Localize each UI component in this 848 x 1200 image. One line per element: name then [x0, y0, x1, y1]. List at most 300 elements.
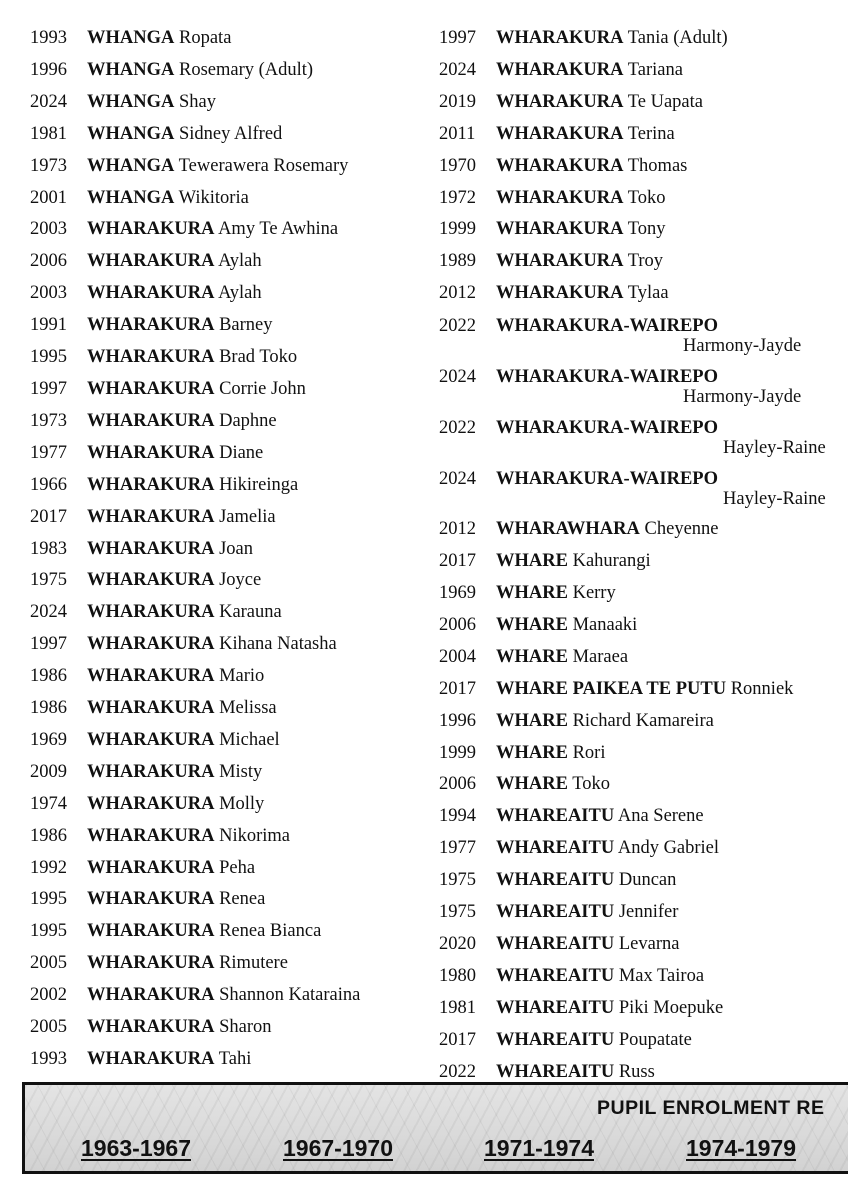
given-names: Thomas [627, 155, 688, 176]
enrolment-year: 2024 [30, 602, 67, 623]
enrolment-year: 1973 [30, 410, 67, 431]
enrolment-year: 2022 [439, 1061, 476, 1082]
register-entry [30, 948, 430, 980]
banner-title: PUPIL ENROLMENT RE [597, 1097, 825, 1119]
enrolment-year: 2017 [439, 551, 476, 572]
given-names: Renea [219, 889, 266, 910]
enrolment-year: 1997 [439, 28, 476, 48]
register-entry [30, 725, 430, 757]
register-entry [30, 693, 430, 725]
enrolment-year: 1999 [439, 219, 476, 240]
register-entry [30, 87, 430, 119]
given-names: Kahurangi [572, 551, 651, 572]
pupil-name [496, 865, 676, 897]
surname: WHAREAITU [496, 870, 615, 891]
given-names: Tewerawera Rosemary [178, 155, 349, 176]
surname: WHARAKURA [87, 1049, 215, 1069]
pupil-name [87, 246, 262, 278]
pupil-name [87, 406, 277, 438]
given-names: Kihana Natasha [219, 634, 337, 655]
surname: WHARAKURA [87, 666, 215, 687]
surname: WHARAKURA [496, 187, 624, 208]
register-entry [30, 853, 430, 885]
register-entry [439, 738, 848, 770]
surname: WHARAKURA [87, 921, 215, 942]
register-entry [439, 993, 848, 1025]
enrolment-year: 1986 [30, 825, 67, 846]
register-entry [439, 412, 848, 463]
enrolment-year: 2019 [439, 91, 476, 112]
surname: WHAREAITU [496, 1029, 615, 1050]
register-entry [439, 183, 848, 215]
enrolment-year: 2024 [439, 59, 476, 80]
enrolment-year: 1996 [439, 710, 476, 731]
given-names: Nikorima [219, 825, 290, 846]
register-entry [30, 119, 430, 151]
given-names: Peha [219, 857, 256, 878]
register-entry [439, 23, 848, 55]
surname: WHARAKURA [496, 251, 624, 272]
pupil-name [496, 214, 666, 246]
given-names: Renea Bianca [219, 921, 322, 942]
given-names: Piki Moepuke [618, 997, 724, 1018]
given-names: Shannon Kataraina [219, 985, 361, 1006]
given-names: Levarna [618, 933, 680, 954]
surname: WHANGA [87, 28, 175, 48]
register-entry [439, 55, 848, 87]
register-entry [30, 534, 430, 566]
enrolment-year: 1997 [30, 634, 67, 655]
pupil-name [496, 929, 679, 961]
register-entry [30, 1012, 430, 1044]
pupil-name [87, 310, 273, 342]
pupil-name [496, 119, 675, 151]
register-entry [439, 961, 848, 993]
enrolment-year: 2003 [30, 283, 67, 304]
given-names: Ropata [179, 28, 232, 48]
surname: WHARE PAIKEA TE PUTU [496, 678, 727, 699]
given-names: Corrie John [219, 378, 306, 399]
pupil-name [87, 374, 306, 406]
register-entry [30, 565, 430, 597]
register-entry [439, 642, 848, 674]
enrolment-year: 2002 [30, 985, 67, 1006]
surname: WHARAKURA [87, 793, 215, 814]
surname: WHANGA [87, 187, 175, 208]
surname: WHARAWHARA [496, 519, 640, 540]
given-names: Rosemary (Adult) [179, 59, 314, 80]
pupil-name [496, 151, 687, 183]
register-entry [30, 884, 430, 916]
register-entry [439, 514, 848, 546]
given-names: Harmony-Jayde [683, 387, 802, 408]
enrolment-year: 1992 [30, 857, 67, 878]
enrolment-year: 2001 [30, 187, 67, 208]
register-entry [30, 438, 430, 470]
pupil-name [496, 769, 610, 801]
given-names: Mario [219, 666, 265, 687]
given-names: Rori [572, 742, 606, 763]
enrolment-year: 1970 [439, 155, 476, 176]
surname: WHARE [496, 614, 568, 635]
register-entry [30, 597, 430, 629]
register-entry [30, 406, 430, 438]
pupil-name [496, 183, 666, 215]
surname: WHARAKURA-WAIREPO [496, 418, 718, 439]
register-entry [30, 980, 430, 1012]
surname: WHANGA [87, 59, 175, 80]
register-entry [439, 151, 848, 183]
surname: WHARAKURA [87, 315, 215, 336]
given-names: Diane [219, 442, 264, 463]
enrolment-year: 2017 [30, 506, 67, 527]
given-names: Hikireinga [219, 474, 299, 495]
surname: WHAREAITU [496, 965, 615, 986]
surname: WHARAKURA [496, 155, 624, 176]
enrolment-year: 1969 [439, 582, 476, 603]
surname: WHARAKURA [87, 283, 215, 304]
given-names: Tony [627, 219, 666, 240]
enrolment-year: 2024 [439, 469, 476, 490]
pupil-name [496, 897, 678, 929]
pupil-name [87, 757, 262, 789]
enrolment-year: 2020 [439, 933, 476, 954]
given-names: Duncan [618, 870, 677, 891]
given-names: Cheyenne [644, 519, 719, 540]
register-entry [30, 151, 430, 183]
surname: WHARE [496, 742, 568, 763]
surname: WHANGA [87, 123, 175, 144]
given-names: Tylaa [627, 283, 669, 304]
enrolment-year: 1993 [30, 28, 67, 48]
surname: WHARE [496, 774, 568, 795]
enrolment-year: 1973 [30, 155, 67, 176]
pupil-name [496, 1025, 692, 1057]
surname: WHARAKURA-WAIREPO [496, 367, 718, 388]
enrolment-year: 1977 [439, 838, 476, 859]
surname: WHARAKURA [87, 602, 215, 623]
pupil-name [87, 821, 290, 853]
surname: WHARAKURA [496, 219, 624, 240]
pupil-name [87, 565, 261, 597]
pupil-name [496, 578, 616, 610]
year-range-link[interactable]: 1963-1967 [81, 1135, 191, 1161]
given-names: Sharon [219, 1017, 272, 1038]
given-names: Max Tairoa [618, 965, 705, 986]
enrolment-year: 1975 [439, 870, 476, 891]
enrolment-year: 1995 [30, 889, 67, 910]
register-entry [439, 246, 848, 278]
given-names: Jennifer [618, 902, 679, 923]
pupil-name [496, 514, 719, 546]
given-names: Toko [627, 187, 666, 208]
surname: WHARAKURA [87, 570, 215, 591]
pupil-name [87, 214, 338, 246]
pupil-name [496, 278, 669, 310]
given-names: Troy [627, 251, 664, 272]
register-entry [30, 278, 430, 310]
given-names: Terina [627, 123, 675, 144]
year-range-link[interactable]: 1967-1970 [283, 1135, 393, 1161]
given-names: Ronniek [730, 678, 794, 699]
register-entry [30, 470, 430, 502]
surname: WHARAKURA [87, 219, 215, 240]
pupil-name [87, 789, 264, 821]
pupil-name [87, 55, 313, 87]
enrolment-year: 1969 [30, 729, 67, 750]
enrolment-year: 2006 [30, 251, 67, 272]
given-names: Tania (Adult) [627, 28, 728, 48]
pupil-name [87, 661, 264, 693]
given-names: Michael [219, 729, 280, 750]
enrolment-year: 2012 [439, 519, 476, 540]
surname: WHAREAITU [496, 902, 615, 923]
register-entry [30, 502, 430, 534]
surname: WHARAKURA-WAIREPO [496, 469, 718, 490]
surname: WHARAKURA [496, 123, 624, 144]
pupil-name [87, 597, 282, 629]
surname: WHARAKURA [87, 347, 215, 368]
register-entry [30, 214, 430, 246]
year-range-link[interactable]: 1971-1974 [484, 1135, 594, 1161]
register-entry [30, 757, 430, 789]
pupil-name [496, 418, 718, 438]
enrolment-year: 2003 [30, 219, 67, 240]
surname: WHARAKURA [87, 442, 215, 463]
register-entry [439, 463, 848, 514]
pupil-name [496, 993, 723, 1025]
surname: WHARAKURA [87, 251, 215, 272]
enrolment-year: 1966 [30, 474, 67, 495]
surname: WHARAKURA [87, 634, 215, 655]
pupil-name [496, 546, 651, 578]
enrolment-year: 1981 [439, 997, 476, 1018]
register-entry [439, 214, 848, 246]
given-names: Manaaki [572, 614, 638, 635]
surname: WHARAKURA [87, 729, 215, 750]
enrolment-year: 2005 [30, 1017, 67, 1038]
register-entry [439, 546, 848, 578]
register-entry [439, 119, 848, 151]
surname: WHANGA [87, 91, 175, 112]
pupil-name [87, 87, 216, 119]
enrolment-year: 2004 [439, 646, 476, 667]
enrolment-year: 2022 [439, 418, 476, 439]
register-entry [30, 916, 430, 948]
pupil-name [87, 151, 348, 183]
surname: WHARAKURA [496, 28, 624, 48]
surname: WHAREAITU [496, 1061, 615, 1082]
given-names: Karauna [219, 602, 282, 623]
year-range-link[interactable]: 1974-1979 [686, 1135, 796, 1161]
register-entry [439, 801, 848, 833]
pupil-name [87, 278, 262, 310]
enrolment-year: 2022 [439, 316, 476, 337]
given-names: Richard Kamareira [572, 710, 714, 731]
pupil-name [496, 23, 728, 55]
pupil-name [87, 342, 297, 374]
enrolment-year: 1986 [30, 666, 67, 687]
given-names: Joyce [219, 570, 262, 591]
register-entry [30, 629, 430, 661]
given-names: Harmony-Jayde [683, 336, 802, 357]
register-entry [439, 769, 848, 801]
register-entry [439, 87, 848, 119]
register-entry [30, 310, 430, 342]
pupil-name [87, 183, 249, 215]
pupil-name [496, 706, 714, 738]
enrolment-year: 1983 [30, 538, 67, 559]
given-names: Andy Gabriel [617, 838, 720, 859]
register-entry [30, 789, 430, 821]
pupil-name [87, 438, 263, 470]
pupil-name [87, 948, 288, 980]
enrolment-year: 1991 [30, 315, 67, 336]
given-names: Brad Toko [219, 347, 298, 368]
pupil-name [496, 55, 683, 87]
pupil-name [87, 629, 337, 661]
pupil-name [496, 610, 637, 642]
surname: WHARAKURA [87, 953, 215, 974]
register-entry [30, 342, 430, 374]
enrolment-year: 1994 [439, 806, 476, 827]
given-names: Russ [618, 1061, 655, 1082]
pupil-name [87, 853, 255, 885]
pupil-name [496, 961, 704, 993]
register-entry [439, 897, 848, 929]
given-names: Barney [219, 315, 273, 336]
register-entry [30, 661, 430, 693]
pupil-name [496, 801, 704, 833]
enrolment-banner [22, 1082, 848, 1174]
enrolment-year: 2011 [439, 123, 476, 144]
pupil-name [496, 246, 663, 278]
register-entry [30, 374, 430, 406]
surname: WHARAKURA [87, 378, 215, 399]
given-names: Joan [219, 538, 253, 559]
pupil-name [87, 693, 277, 725]
given-names: Sidney Alfred [179, 123, 283, 144]
surname: WHARAKURA [87, 506, 215, 527]
surname: WHARE [496, 582, 568, 603]
surname: WHARE [496, 646, 568, 667]
pupil-name [87, 502, 276, 534]
pupil-name [496, 87, 703, 119]
given-names: Ana Serene [617, 806, 704, 827]
surname: WHARAKURA [87, 474, 215, 495]
enrolment-year: 2005 [30, 953, 67, 974]
enrolment-year: 1977 [30, 442, 67, 463]
pupil-name [496, 674, 793, 706]
surname: WHARAKURA [87, 538, 215, 559]
pupil-name [87, 534, 253, 566]
register-entry [30, 246, 430, 278]
register-entry [439, 361, 848, 412]
surname: WHARAKURA [496, 59, 624, 80]
enrolment-year: 2024 [439, 367, 476, 388]
given-names: Rimutere [219, 953, 288, 974]
enrolment-year: 1995 [30, 921, 67, 942]
given-names: Amy Te Awhina [218, 219, 339, 240]
register-entry [30, 23, 430, 55]
enrolment-year: 2006 [439, 774, 476, 795]
given-names: Hayley-Raine [723, 489, 826, 510]
given-names: Shay [179, 91, 216, 112]
enrolment-year: 1993 [30, 1049, 67, 1069]
given-names: Hayley-Raine [723, 438, 826, 459]
given-names: Tariana [627, 59, 683, 80]
given-names: Aylah [218, 283, 262, 304]
register-entry [30, 183, 430, 215]
surname: WHAREAITU [496, 838, 615, 859]
pupil-name [87, 916, 321, 948]
register-entry [439, 1025, 848, 1057]
surname: WHARAKURA [87, 985, 215, 1006]
pupil-name [87, 980, 360, 1012]
given-names: Poupatate [618, 1029, 692, 1050]
pupil-name [496, 469, 718, 489]
pupil-name [496, 367, 718, 387]
enrolment-year: 1980 [439, 965, 476, 986]
register-entry [439, 674, 848, 706]
pupil-name [496, 833, 719, 865]
surname: WHARAKURA [496, 283, 624, 304]
register-entry [30, 1044, 430, 1076]
enrolment-year: 1981 [30, 123, 67, 144]
surname: WHARAKURA-WAIREPO [496, 316, 718, 337]
given-names: Aylah [218, 251, 262, 272]
surname: WHARAKURA [87, 698, 215, 719]
register-entry [439, 310, 848, 361]
register-entry [439, 610, 848, 642]
surname: WHARAKURA [496, 91, 624, 112]
surname: WHARAKURA [87, 825, 215, 846]
enrolment-year: 2012 [439, 283, 476, 304]
enrolment-year: 1995 [30, 347, 67, 368]
surname: WHARAKURA [87, 410, 215, 431]
surname: WHANGA [87, 155, 175, 176]
enrolment-year: 1975 [30, 570, 67, 591]
enrolment-year: 1999 [439, 742, 476, 763]
register-entry [30, 821, 430, 853]
enrolment-year: 2024 [30, 91, 67, 112]
pupil-name [496, 316, 718, 336]
given-names: Maraea [572, 646, 629, 667]
surname: WHAREAITU [496, 997, 615, 1018]
pupil-name [87, 884, 265, 916]
enrolment-year: 1997 [30, 378, 67, 399]
register-column-left [30, 23, 430, 1076]
enrolment-year: 1996 [30, 59, 67, 80]
enrolment-year: 1974 [30, 793, 67, 814]
enrolment-year: 1989 [439, 251, 476, 272]
pupil-name [87, 23, 231, 55]
surname: WHARE [496, 551, 568, 572]
given-names: Kerry [572, 582, 616, 603]
register-entry [439, 865, 848, 897]
surname: WHARE [496, 710, 568, 731]
given-names: Wikitoria [178, 187, 249, 208]
given-names: Molly [219, 793, 265, 814]
given-names: Daphne [219, 410, 277, 431]
surname: WHARAKURA [87, 889, 215, 910]
surname: WHAREAITU [496, 933, 615, 954]
enrolment-year: 2017 [439, 1029, 476, 1050]
surname: WHARAKURA [87, 1017, 215, 1038]
given-names: Misty [219, 761, 263, 782]
enrolment-year: 1986 [30, 698, 67, 719]
surname: WHARAKURA [87, 857, 215, 878]
